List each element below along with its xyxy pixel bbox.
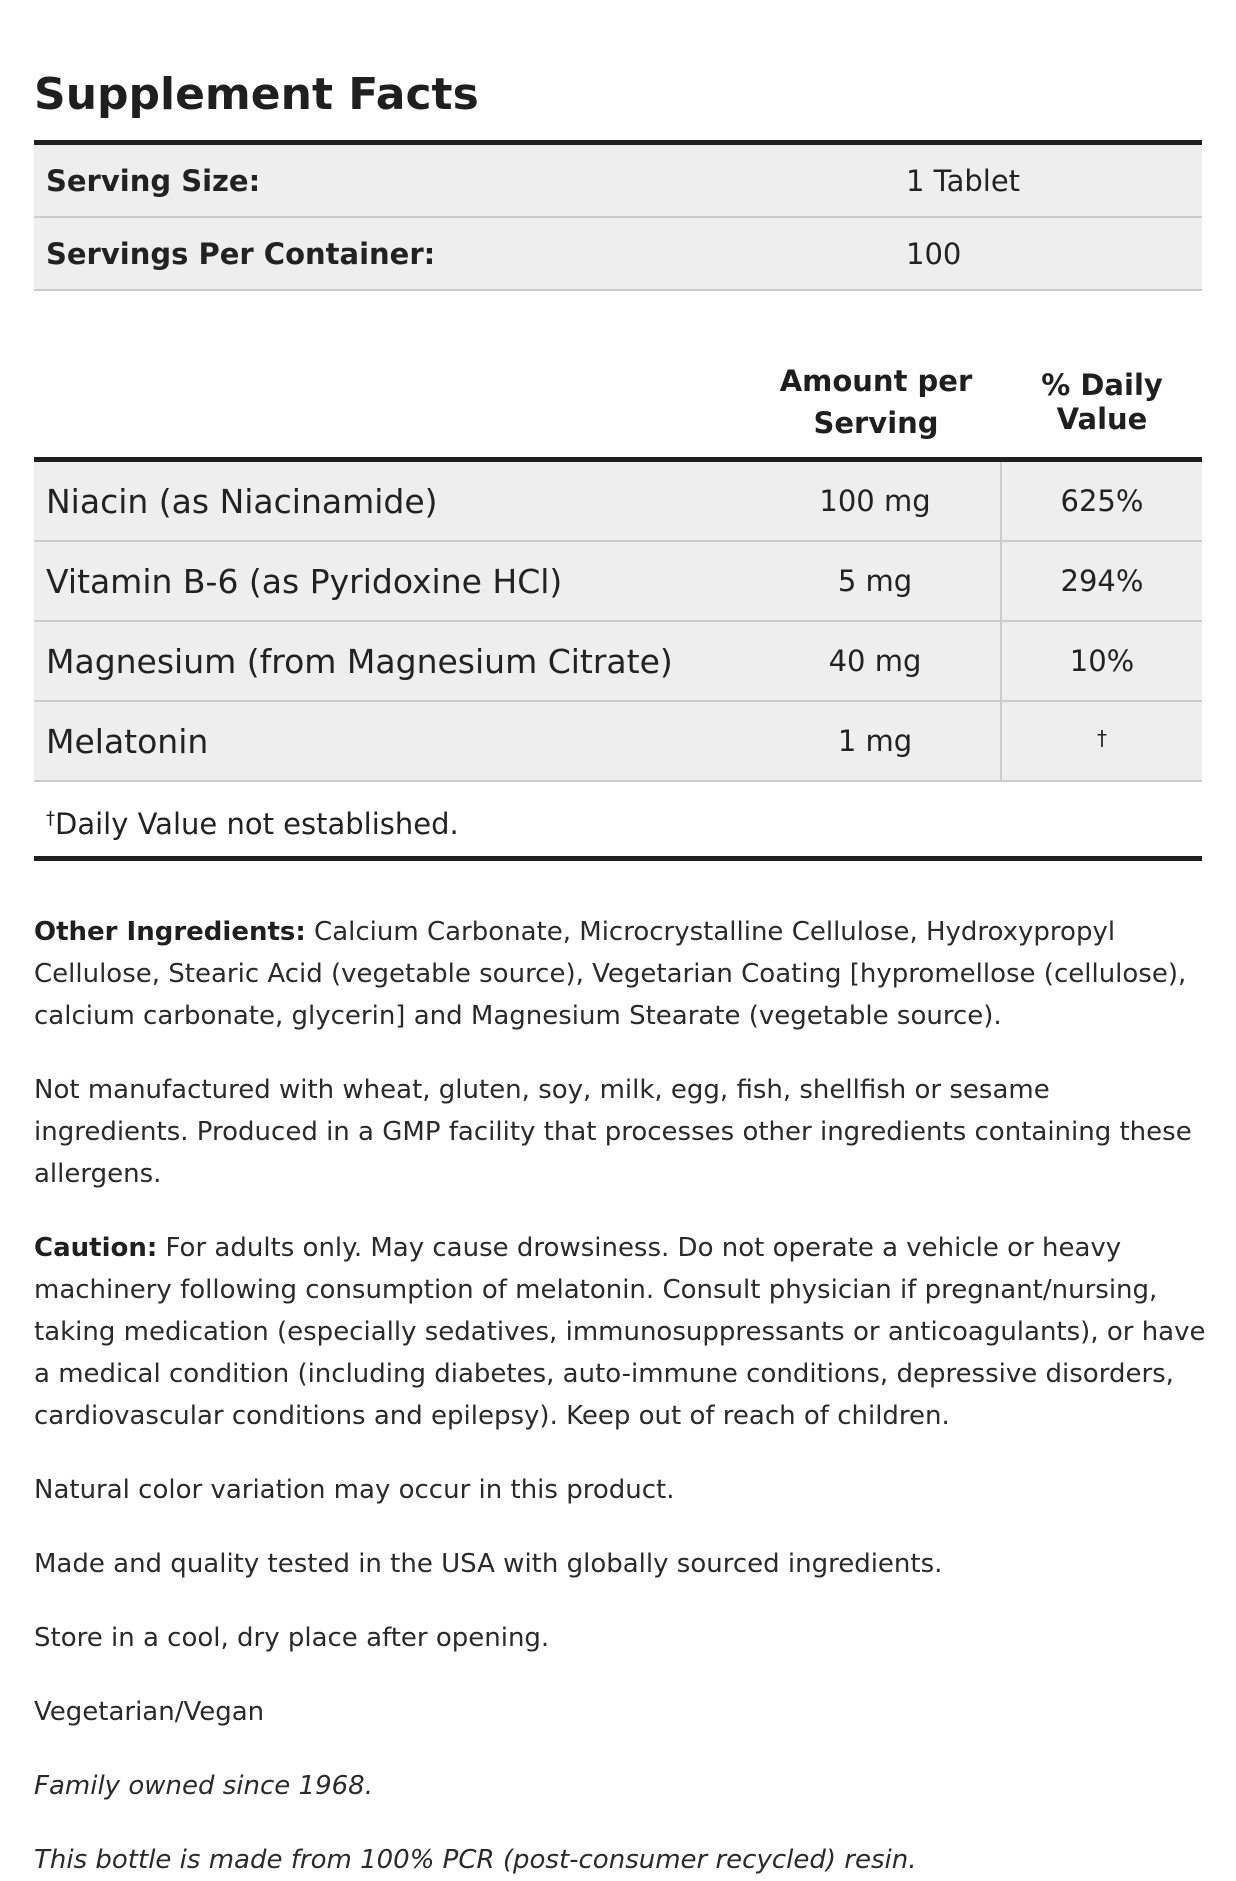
nutrient-amount: 100 mg bbox=[750, 462, 1002, 540]
other-ingredients-label: Other Ingredients: bbox=[34, 917, 306, 947]
label-text-section bbox=[34, 911, 1210, 1881]
other-ingredients-text: Calcium Carbonate, Microcrystalline Cellulose, Hydroxypropyl Cellulose, Stearic Acid (vegetable source), Vegetarian Coating [hypromellose (cellulose), calcium carbonate, glycerin] and Magnesium Stearate (vegetable source). bbox=[34, 917, 1187, 1031]
bottle-text: This bottle is made from 100% PCR (post-consumer recycled) resin. bbox=[34, 1845, 917, 1875]
table-row bbox=[34, 462, 1202, 542]
nutrient-name: Melatonin bbox=[46, 721, 209, 761]
dagger-symbol: † bbox=[46, 808, 55, 829]
table-row bbox=[34, 622, 1202, 702]
amount-per-serving-header bbox=[750, 360, 1002, 444]
diet-note: Vegetarian/Vegan bbox=[34, 1697, 265, 1727]
caution-text: For adults only. May cause drowsiness. Do not operate a vehicle or heavy machinery following consumption of melatonin. Consult physician if pregnant/nursing, taking medication (especially sedatives, immunosuppressants or anticoagulants), or have a medical condition (including diabetes, auto-immune conditions, depressive disorders, cardiovascular conditions and epilepsy). Keep out of reach of children. bbox=[34, 1233, 1206, 1431]
caution-label: Caution: bbox=[34, 1233, 158, 1263]
nutrient-daily-value: 294% bbox=[1060, 564, 1144, 598]
servings-per-container-value: 100 bbox=[906, 236, 962, 271]
nutrient-amount: 5 mg bbox=[750, 542, 1002, 620]
table-row bbox=[34, 702, 1202, 782]
daily-value-header: % Daily Value bbox=[1041, 368, 1163, 436]
serving-size-row bbox=[34, 145, 1202, 218]
amount-header-line2: Serving bbox=[813, 406, 939, 440]
color-variation-note: Natural color variation may occur in this product. bbox=[34, 1475, 675, 1505]
page-title: Supplement Facts bbox=[34, 69, 479, 120]
table-row bbox=[34, 542, 1202, 622]
made-in-usa-note: Made and quality tested in the USA with globally sourced ingredients. bbox=[34, 1549, 943, 1579]
nutrient-daily-value: 625% bbox=[1060, 484, 1144, 518]
footnote-text: Daily Value not established. bbox=[55, 807, 459, 841]
family-owned-note bbox=[34, 1765, 1210, 1807]
amount-header-line1: Amount per bbox=[779, 363, 973, 398]
caution-paragraph bbox=[34, 1227, 1210, 1437]
daily-value-footnote bbox=[34, 782, 1202, 861]
servings-per-container-row bbox=[34, 218, 1202, 291]
nutrient-daily-value: 10% bbox=[1069, 644, 1135, 678]
nutrient-name: Vitamin B-6 (as Pyridoxine HCl) bbox=[46, 561, 563, 601]
nutrient-daily-value: † bbox=[1097, 726, 1107, 750]
serving-size-label: Serving Size: bbox=[46, 163, 261, 198]
family-owned-text: Family owned since 1968. bbox=[34, 1771, 373, 1801]
nutrient-name: Niacin (as Niacinamide) bbox=[46, 481, 438, 521]
other-ingredients-paragraph bbox=[34, 911, 1210, 1037]
storage-note: Store in a cool, dry place after opening. bbox=[34, 1623, 550, 1653]
serving-info-table bbox=[34, 140, 1202, 291]
allergen-statement: Not manufactured with wheat, gluten, soy, milk, egg, fish, shellfish or sesame ingredients. Produced in a GMP facility that processes other ingredients containing these allergens. bbox=[34, 1075, 1192, 1189]
nutrient-amount: 40 mg bbox=[750, 622, 1002, 700]
nutrient-table bbox=[34, 347, 1202, 861]
nutrient-table-header bbox=[34, 347, 1202, 462]
serving-size-value: 1 Tablet bbox=[906, 163, 1021, 198]
nutrient-name: Magnesium (from Magnesium Citrate) bbox=[46, 641, 673, 681]
servings-per-container-label: Servings Per Container: bbox=[46, 236, 436, 271]
nutrient-amount: 1 mg bbox=[750, 702, 1002, 780]
